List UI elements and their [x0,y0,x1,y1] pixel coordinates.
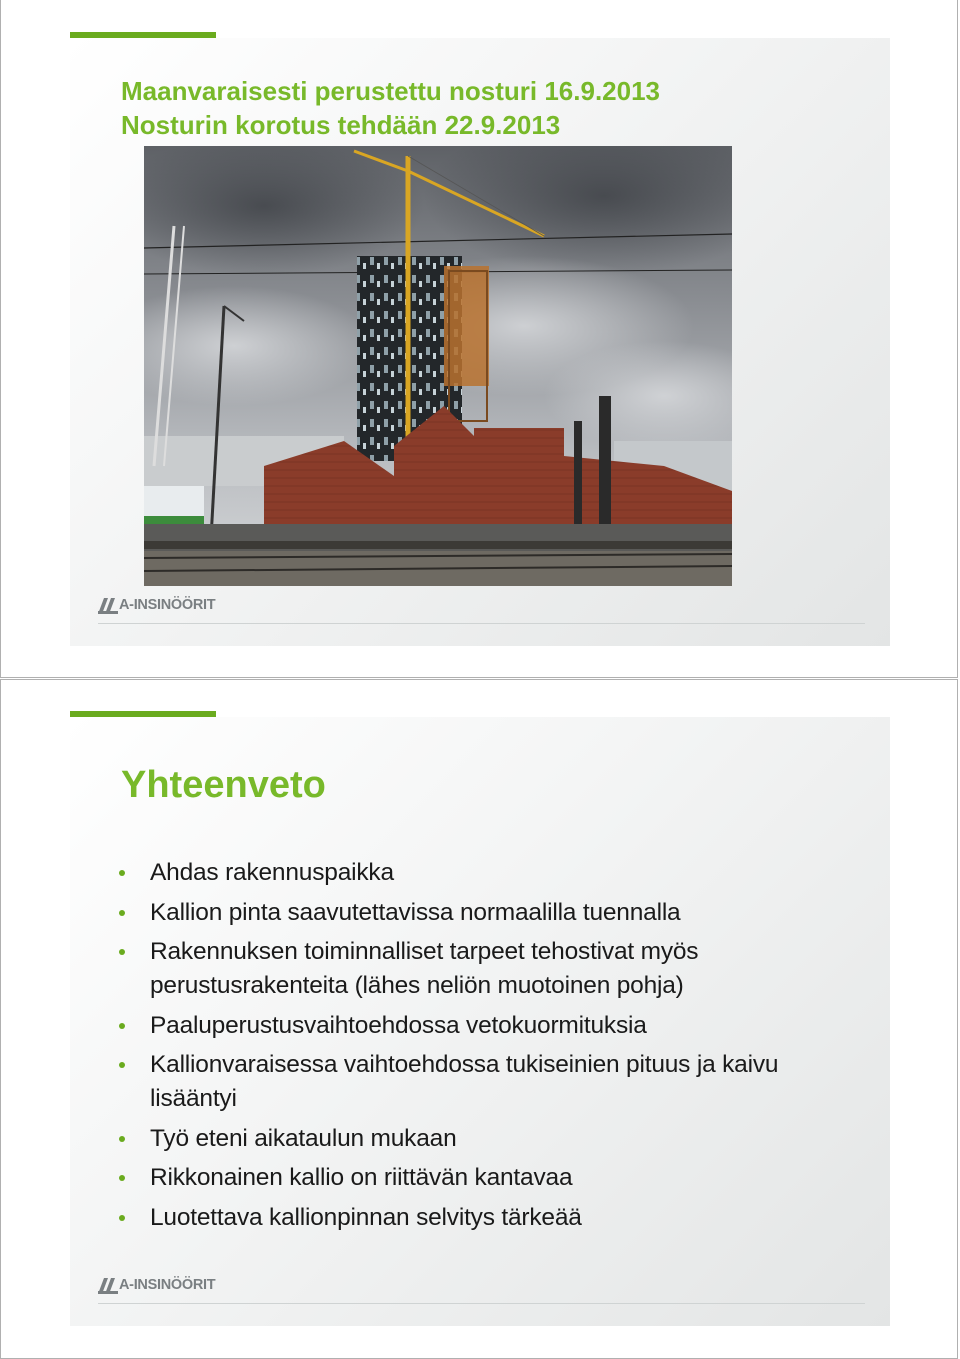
bullet-text: Kallion pinta saavutettavissa normaalilla tuennalla [150,898,681,926]
bullet-item [110,1201,830,1235]
bullet-dot-icon [119,1215,125,1221]
logo-mark-icon [98,1278,118,1294]
bullet-item [110,1122,830,1156]
slide-1-accent-bar [70,32,216,38]
slide-1-title-line-1: Maanvaraisesti perustettu nosturi 16.9.2013 [121,76,661,106]
bullet-text: Ahdas rakennuspaikka [150,859,394,886]
bullet-text: Rikkonainen kallio on riittävän kantavaa [150,1164,573,1191]
bullet-item [110,935,830,1003]
slide-1-title [121,74,660,142]
bullet-dot-icon [119,910,125,916]
bullet-dot-icon [119,1175,125,1181]
bullet-text: Luotettava kallionpinnan selvitys tärkeää [150,1203,582,1231]
bullet-dot-icon [119,870,125,876]
bullet-text: Kallionvaraisessa vaihtoehdossa tukiseinien pituus ja kaivu lisääntyi [150,1051,779,1112]
bullet-dot-icon [119,1136,125,1142]
logo-mark-icon [98,598,118,614]
a-insinoorit-logo [98,1276,218,1296]
bullet-dot-icon [119,1062,125,1068]
slide-1-title-line-2: Nosturin korotus tehdään 22.9.2013 [121,110,561,140]
summary-bullet-list [110,856,830,1240]
logo-text: A-INSINÖÖRIT [119,597,216,613]
bullet-item [110,1048,830,1116]
slide-2-accent-bar [70,711,216,717]
slide-2-footer-line [98,1303,865,1304]
bullet-dot-icon [119,1023,125,1029]
slide-2-title: Yhteenveto [121,764,326,806]
slide-1-footer-line [98,623,865,624]
bullet-text: Paaluperustusvaihtoehdossa vetokuormituksia [150,1011,647,1039]
bullet-item [110,1009,830,1043]
bullet-text: Työ eteni aikataulun mukaan [150,1124,457,1152]
a-insinoorit-logo [98,596,218,616]
construction-site-photo [144,146,732,586]
bullet-item [110,856,830,890]
bullet-item [110,1161,830,1195]
bullet-text: Rakennuksen toiminnalliset tarpeet tehostivat myös perustusrakenteita (lähes neliön muotoinen pohja) [150,938,699,999]
logo-text: A-INSINÖÖRIT [119,1277,216,1293]
bullet-item [110,896,830,930]
bullet-dot-icon [119,949,125,955]
